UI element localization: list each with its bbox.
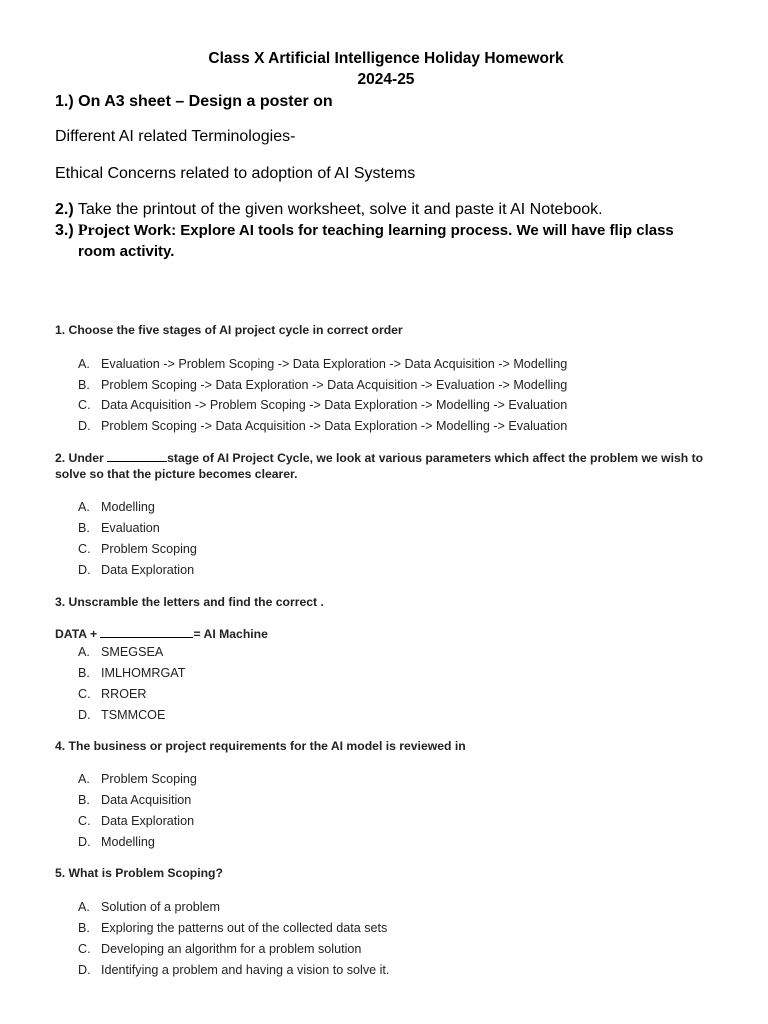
question-2-option-a: A. Modelling: [78, 500, 155, 514]
question-5-option-a: A. Solution of a problem: [78, 900, 221, 914]
question-3-option-b: B. IMLHOMRGAT: [78, 666, 186, 680]
task-1: [55, 93, 333, 111]
question-3-equation: DATA + = AI Machine: [55, 627, 268, 641]
task-1-item-terminologies: Different AI related Terminologies-: [55, 128, 296, 145]
question-4-option-a: A. Problem Scoping: [78, 772, 197, 786]
task-3-pr: Pr: [77, 222, 95, 239]
question-1-option-c: C. Data Acquisition -> Problem Scoping -> Data Exploration -> Modelling -> Evaluation: [78, 398, 568, 412]
question-5-option-b: B. Exploring the patterns out of the collected data sets: [78, 921, 388, 935]
answer-blank: [107, 451, 167, 462]
question-2-option-c: C. Problem Scoping: [78, 542, 197, 556]
task-3-number: 3.): [55, 222, 74, 239]
question-1-option-d: D. Problem Scoping -> Data Acquisition -> Data Exploration -> Modelling -> Evaluation: [78, 419, 568, 433]
question-3-option-d: D. TSMMCOE: [78, 708, 166, 722]
task-1-number: 1.): [55, 93, 74, 110]
question-4-option-b: B. Data Acquisition: [78, 793, 192, 807]
question-1-option-a: A. Evaluation -> Problem Scoping -> Data Exploration -> Data Acquisition -> Modelling: [78, 357, 568, 371]
task-3-line-2: room activity.: [78, 243, 175, 260]
question-2: 2. Under stage of AI Project Cycle, we look at various parameters which affect the problem we wish to: [55, 451, 704, 465]
question-2-option-d: D. Data Exploration: [78, 563, 195, 577]
question-3-option-a: A. SMEGSEA: [78, 645, 164, 659]
question-1: 1. Choose the five stages of AI project cycle in correct order: [55, 323, 403, 337]
question-5-option-c: C. Developing an algorithm for a problem solution: [78, 942, 362, 956]
question-4-option-d: D. Modelling: [78, 835, 155, 849]
question-4: 4. The business or project requirements for the AI model is reviewed in: [55, 739, 466, 753]
task-2-number: 2.): [55, 201, 74, 218]
task-1-item-ethics: Ethical Concerns related to adoption of AI Systems: [55, 165, 416, 182]
session-year: 2024-25: [357, 71, 415, 88]
question-1-option-b: B. Problem Scoping -> Data Exploration -> Data Acquisition -> Evaluation -> Modelling: [78, 378, 568, 392]
question-4-option-c: C. Data Exploration: [78, 814, 195, 828]
task-2: [55, 201, 603, 219]
task-3: [55, 222, 674, 240]
document-title: Class X Artificial Intelligence Holiday Homework: [208, 50, 564, 67]
question-2-option-b: B. Evaluation: [78, 521, 160, 535]
question-3-option-c: C. RROER: [78, 687, 147, 701]
task-3-text: oject Work: Explore AI tools for teaching learning process. We will have flip class: [94, 222, 674, 239]
question-2-line-2: solve so that the picture becomes clearer.: [55, 467, 298, 481]
task-1-text: On A3 sheet – Design a poster on: [78, 93, 333, 110]
question-3: 3. Unscramble the letters and find the correct .: [55, 595, 324, 609]
question-5-option-d: D. Identifying a problem and having a vision to solve it.: [78, 963, 390, 977]
task-2-text: Take the printout of the given worksheet, solve it and paste it AI Notebook.: [77, 201, 603, 218]
question-5: 5. What is Problem Scoping?: [55, 866, 223, 880]
answer-blank: [100, 627, 193, 638]
